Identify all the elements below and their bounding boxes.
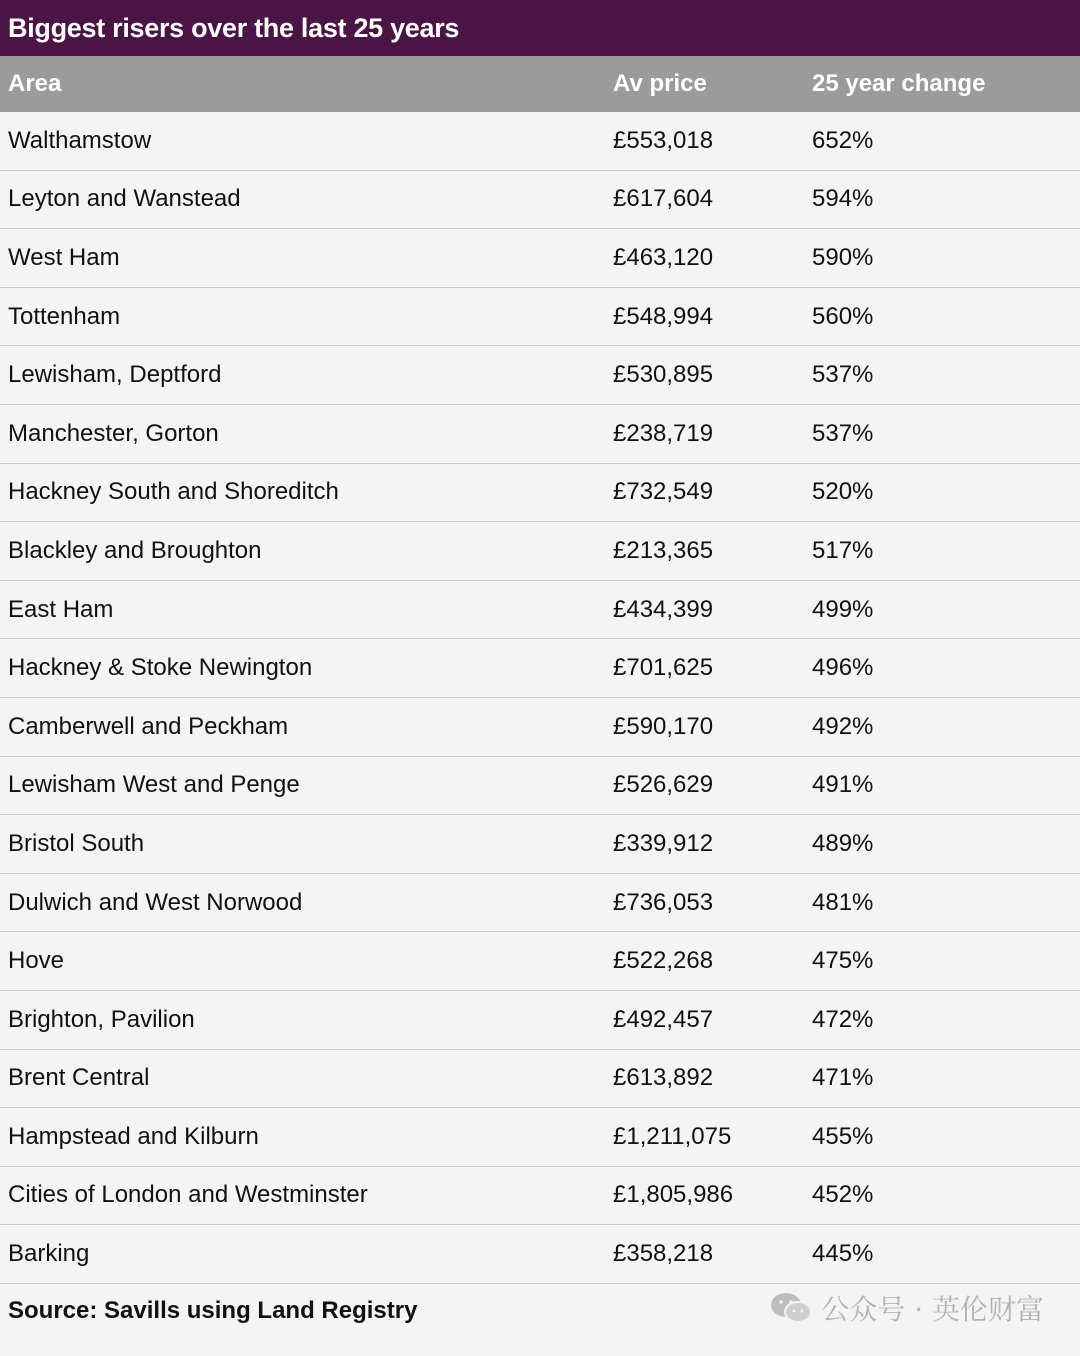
- cell-price: £463,120: [613, 243, 714, 271]
- table-row: [0, 1108, 1080, 1167]
- cell-area: Brent Central: [8, 1064, 150, 1092]
- cell-price: £1,805,986: [613, 1181, 734, 1209]
- cell-change: 537%: [812, 361, 874, 389]
- cell-price: £526,629: [613, 771, 714, 799]
- cell-price: £522,268: [613, 947, 714, 975]
- source-note: Source: Savills using Land Registry: [8, 1296, 418, 1324]
- table-row: [0, 639, 1080, 698]
- table-title: Biggest risers over the last 25 years: [8, 12, 460, 43]
- table-row: [0, 346, 1080, 405]
- cell-price: £617,604: [613, 185, 714, 213]
- cell-area: Hove: [8, 947, 65, 975]
- cell-change: 652%: [812, 126, 874, 154]
- cell-area: Hackney & Stoke Newington: [8, 654, 313, 682]
- cell-area: West Ham: [8, 243, 120, 271]
- cell-change: 499%: [812, 595, 874, 623]
- table-row: [0, 874, 1080, 933]
- cell-area: Brighton, Pavilion: [8, 1005, 195, 1033]
- cell-area: Manchester, Gorton: [8, 419, 219, 447]
- cell-price: £339,912: [613, 829, 714, 857]
- cell-change: 590%: [812, 243, 874, 271]
- cell-area: Hampstead and Kilburn: [8, 1122, 259, 1150]
- table-row: [0, 1225, 1080, 1284]
- cell-change: 472%: [812, 1005, 874, 1033]
- cell-price: £732,549: [613, 478, 714, 506]
- cell-change: 475%: [812, 947, 874, 975]
- wechat-icon: [769, 1290, 813, 1326]
- table-row: [0, 522, 1080, 581]
- cell-area: Walthamstow: [8, 126, 152, 154]
- cell-price: £613,892: [613, 1064, 714, 1092]
- cell-area: Lewisham, Deptford: [8, 361, 222, 389]
- cell-price: £492,457: [613, 1005, 714, 1033]
- cell-price: £434,399: [613, 595, 714, 623]
- table-row: [0, 932, 1080, 991]
- cell-area: Leyton and Wanstead: [8, 185, 241, 213]
- watermark-text: 公众号 · 英伦财富: [821, 1293, 1044, 1326]
- watermark: [769, 1288, 1044, 1328]
- cell-change: 481%: [812, 888, 874, 916]
- cell-price: £1,211,075: [613, 1122, 732, 1150]
- cell-area: Cities of London and Westminster: [8, 1181, 368, 1209]
- cell-change: 520%: [812, 478, 874, 506]
- cell-area: East Ham: [8, 595, 114, 623]
- cell-area: Bristol South: [8, 829, 145, 857]
- cell-area: Barking: [8, 1240, 90, 1268]
- cell-change: 491%: [812, 771, 874, 799]
- cell-change: 496%: [812, 654, 874, 682]
- column-header-area: Area: [8, 70, 62, 97]
- table-row: [0, 405, 1080, 464]
- column-header-change: 25 year change: [812, 70, 986, 97]
- table-row: [0, 1167, 1080, 1226]
- table-row: [0, 229, 1080, 288]
- cell-area: Hackney South and Shoreditch: [8, 478, 339, 506]
- cell-change: 445%: [812, 1240, 874, 1268]
- column-header-price: Av price: [613, 70, 707, 97]
- cell-price: £590,170: [613, 712, 714, 740]
- table-row: [0, 757, 1080, 816]
- table-row: [0, 581, 1080, 640]
- cell-change: 452%: [812, 1181, 874, 1209]
- cell-change: 455%: [812, 1122, 874, 1150]
- table-row: [0, 464, 1080, 523]
- cell-area: Lewisham West and Penge: [8, 771, 300, 799]
- table-row: [0, 815, 1080, 874]
- table-row: [0, 171, 1080, 230]
- cell-change: 489%: [812, 829, 874, 857]
- cell-area: Tottenham: [8, 302, 121, 330]
- cell-change: 537%: [812, 419, 874, 447]
- table-row: [0, 1050, 1080, 1109]
- cell-price: £736,053: [613, 888, 714, 916]
- cell-change: 594%: [812, 185, 874, 213]
- cell-price: £701,625: [613, 654, 714, 682]
- table-header-row: [0, 56, 1080, 112]
- cell-price: £238,719: [613, 419, 714, 447]
- cell-price: £530,895: [613, 361, 714, 389]
- table-row: [0, 112, 1080, 171]
- cell-change: 517%: [812, 536, 874, 564]
- cell-area: Dulwich and West Norwood: [8, 888, 303, 916]
- cell-price: £213,365: [613, 536, 714, 564]
- table-row: [0, 698, 1080, 757]
- table-title-bar: [0, 0, 1080, 56]
- table-row: [0, 288, 1080, 347]
- cell-area: Blackley and Broughton: [8, 536, 262, 564]
- table-body: [0, 112, 1080, 1284]
- cell-change: 492%: [812, 712, 874, 740]
- cell-price: £548,994: [613, 302, 714, 330]
- cell-price: £358,218: [613, 1240, 714, 1268]
- table-row: [0, 991, 1080, 1050]
- cell-price: £553,018: [613, 126, 714, 154]
- cell-area: Camberwell and Peckham: [8, 712, 289, 740]
- cell-change: 471%: [812, 1064, 874, 1092]
- cell-change: 560%: [812, 302, 874, 330]
